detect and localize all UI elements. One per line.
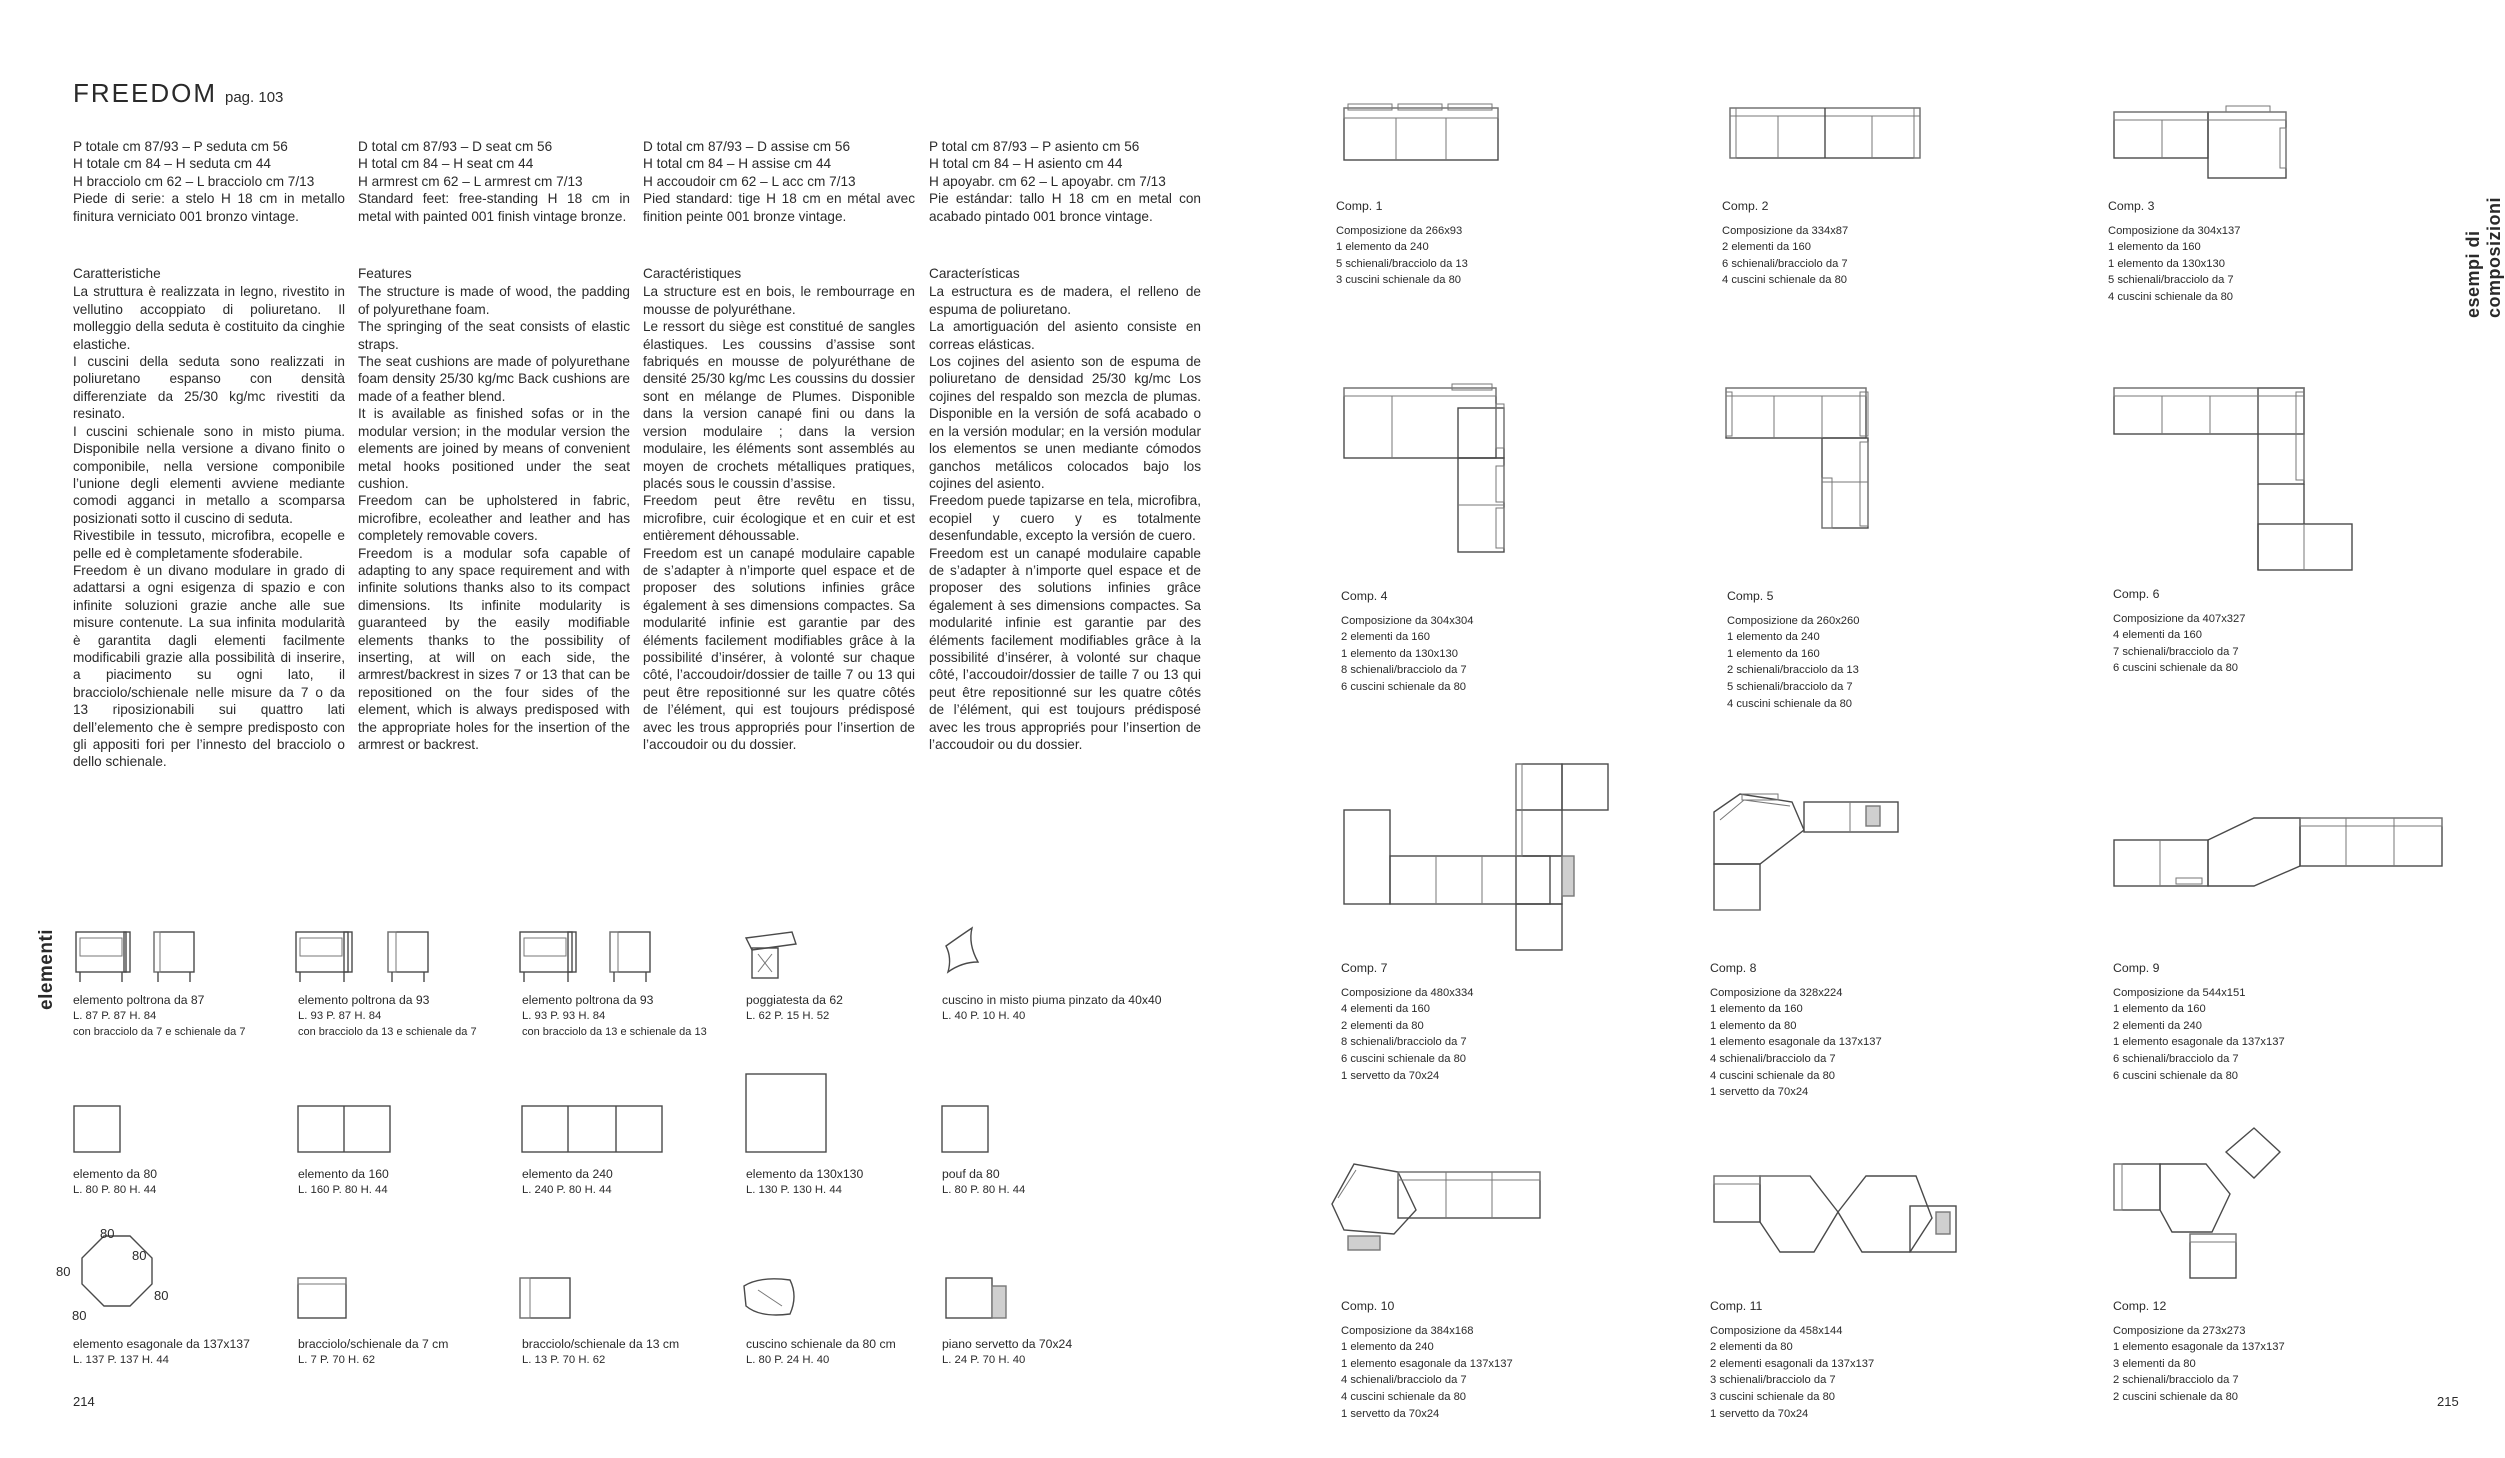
comp-line: 5 schienali/bracciolo da 13: [1336, 257, 1468, 270]
comp-line: 4 cuscini schienale da 80: [1722, 274, 1848, 287]
specs-es: P total cm 87/93 – P asiento cm 56 H total cm 84 – H asiento cm 44 H apoyabr. cm 62 – L apoyabr. cm 7/13 Pie estándar: tallo H 18 cm en metal con acabado pintado 001 bronce vintage.: [929, 139, 1201, 224]
comp-2-caption: [1722, 198, 1848, 289]
section-label-elements: elementi: [36, 928, 57, 1010]
comp-line: 4 elementi da 160: [1341, 1003, 1430, 1016]
comp-line: Composizione da 273x273: [2113, 1324, 2246, 1337]
comp-line: 1 servetto da 70x24: [1341, 1069, 1440, 1082]
comp-10-drawing: [1332, 1164, 1540, 1250]
comp-line: 1 elemento da 130x130: [2108, 257, 2225, 270]
comp-8-drawing: [1714, 794, 1898, 910]
comp-5-drawing: [1726, 388, 1868, 528]
comp-line: Composizione da 384x168: [1341, 1324, 1474, 1337]
comp-line: 8 schienali/bracciolo da 7: [1341, 1036, 1467, 1049]
comp-line: 1 elemento da 240: [1336, 241, 1429, 254]
comp-9-caption: [2113, 960, 2285, 1084]
element-name: elemento poltrona da 87: [73, 993, 205, 1007]
body-it: La struttura è realizzata in legno, rivestito in vellutino accoppiato di poliuretano. Il molleggio della seduta è costituito da cinghie elastiche. I cuscini della seduta sono realizzati in poliuretano espanso con densità differenziate da 25/30 kg/mc rivestiti da resinato. I cuscini schienale sono in misto piuma. Disponibile nella versione a divano finito o componibile, nella versione componibile l’unione degli elementi avviene mediante comodi agganci in metallo a scomparsa posizionati sotto il cuscino di seduta. Rivestibile in tessuto, microfibra, ecopelle e pelle ed è completamente sfoderabile. Freedom è un divano modulare in grado di adattarsi a ogni esigenza di spazio e con infinite soluzioni grazie anche alle sue misure contenute. La sua infinita modularità è garantita dagli elementi facilmente modificabili grazie alla possibilità di inserire, a piacimento su ogni lato, il bracciolo/schienale nelle misure da 7 o da 13 riposizionabili sui quattro lati dell’elemento che è sempre predisposto con gli appositi fori per l’innesto del bracciolo o dello schienale.: [73, 284, 345, 770]
element-dims: L. 13 P. 70 H. 62: [522, 1354, 606, 1366]
comp-4-drawing: [1344, 384, 1504, 552]
comp-line: 1 elemento da 240: [1341, 1341, 1434, 1354]
comp-line: 3 elementi da 80: [2113, 1357, 2196, 1370]
element-name: piano servetto da 70x24: [942, 1337, 1073, 1351]
comp-line: 1 elemento da 160: [2113, 1003, 2206, 1016]
comp-line: 4 cuscini schienale da 80: [1710, 1069, 1836, 1082]
comp-line: 1 elemento da 160: [2108, 241, 2201, 254]
comp-1-drawing: [1344, 104, 1498, 160]
element-name: elemento esagonale da 137x137: [73, 1337, 250, 1351]
comp-label: Comp. 10: [1341, 1299, 1395, 1313]
element-name: poggiatesta da 62: [746, 993, 843, 1007]
comp-11-drawing: [1714, 1176, 1956, 1252]
comp-line: 4 elementi da 160: [2113, 629, 2202, 642]
comp-line: 1 servetto da 70x24: [1710, 1407, 1809, 1420]
element-dims: L. 240 P. 80 H. 44: [522, 1184, 612, 1196]
comp-label: Comp. 9: [2113, 961, 2160, 975]
heading-en: Features: [358, 266, 412, 282]
specs-fr: D total cm 87/93 – D assise cm 56 H total cm 84 – H assise cm 44 H accoudoir cm 62 – L acc cm 7/13 Pied standard: tige H 18 cm en métal avec finition peinte 001 bronze vintage.: [643, 139, 915, 224]
element-name: elemento da 160: [298, 1167, 389, 1181]
element-dims: L. 40 P. 10 H. 40: [942, 1010, 1026, 1022]
comp-line: 2 elementi esagonali da 137x137: [1710, 1357, 1875, 1370]
comp-line: 4 schienali/bracciolo da 7: [1341, 1374, 1467, 1387]
comp-line: 2 schienali/bracciolo da 7: [2113, 1374, 2239, 1387]
comp-6-drawing: [2114, 388, 2352, 570]
comp-line: 1 elemento da 80: [1710, 1019, 1797, 1032]
body-en: The structure is made of wood, the padding of polyurethane foam. The springing of the seat consists of elastic straps. The seat cushions are made of polyurethane foam density 25/30 kg/mc Back cushions are made of a feather blend. It is available as finished sofas or in the modular version; in the modular version the elements are joined by means of convenient metal hooks positioned under the seat cushion. Freedom can be upholstered in fabric, microfibre, ecoleather and leather and has completely removable covers. Freedom is a modular sofa capable of adapting to any space requirement and with infinite solutions thanks also to its compact dimensions. Its infinite modularity is guaranteed by the easily modifiable elements thanks to the possibility of inserting, at will on each side, the armrest/backrest in sizes 7 or 13 that can be repositioned on the four sides of the element, which is always predisposed with the appropriate holes for the insertion of the armrest or backrest.: [358, 284, 630, 752]
comp-12-caption: [2113, 1298, 2285, 1406]
element-dims: L. 7 P. 70 H. 62: [298, 1354, 376, 1366]
element-dims: L. 93 P. 93 H. 84: [522, 1010, 606, 1022]
heading-fr: Caractéristiques: [643, 266, 742, 282]
comp-line: 4 cuscini schienale da 80: [1727, 697, 1853, 710]
comp-line: 1 servetto da 70x24: [1341, 1407, 1440, 1420]
comp-line: 4 cuscini schienale da 80: [1341, 1390, 1467, 1403]
comp-line: 6 cuscini schienale da 80: [2113, 662, 2239, 675]
comp-label: Comp. 12: [2113, 1299, 2167, 1313]
specs-it: P totale cm 87/93 – P seduta cm 56 H totale cm 84 – H seduta cm 44 H bracciolo cm 62 – L bracciolo cm 7/13 Piede di serie: a stelo H 18 cm in metallo finitura verniciato 001 bronzo vintage.: [73, 139, 345, 224]
comp-10-caption: [1341, 1298, 1513, 1422]
comp-6-caption: [2113, 586, 2245, 677]
element-name: bracciolo/schienale da 7 cm: [298, 1337, 449, 1351]
element-dims: L. 62 P. 15 H. 52: [746, 1010, 830, 1022]
comp-line: 4 cuscini schienale da 80: [2108, 290, 2234, 303]
element-note: con bracciolo da 13 e schienale da 7: [298, 1026, 477, 1038]
comp-label: Comp. 11: [1710, 1299, 1763, 1313]
comp-line: 2 elementi da 80: [1341, 1019, 1424, 1032]
page-reference: pag. 103: [225, 89, 284, 106]
comp-line: 2 elementi da 160: [1722, 241, 1811, 254]
comp-line: 1 elemento esagonale da 137x137: [1710, 1036, 1882, 1049]
comp-12-drawing: [2114, 1128, 2280, 1278]
element-dims: L. 24 P. 70 H. 40: [942, 1354, 1026, 1366]
element-dims: L. 80 P. 24 H. 40: [746, 1354, 830, 1366]
comp-label: Comp. 6: [2113, 587, 2160, 601]
comp-line: Composizione da 480x334: [1341, 986, 1474, 999]
comp-label: Comp. 4: [1341, 589, 1388, 603]
comp-5-caption: [1727, 588, 1859, 712]
element-note: con bracciolo da 13 e schienale da 13: [522, 1026, 707, 1038]
comp-line: 8 schienali/bracciolo da 7: [1341, 664, 1467, 677]
element-name: elemento da 80: [73, 1167, 158, 1181]
comp-line: 1 elemento da 130x130: [1341, 647, 1458, 660]
comp-line: Composizione da 328x224: [1710, 986, 1843, 999]
element-note: con bracciolo da 7 e schienale da 7: [73, 1026, 246, 1038]
heading-it: Caratteristiche: [73, 266, 161, 282]
element-name: elemento da 240: [522, 1167, 613, 1181]
element-dims: L. 87 P. 87 H. 84: [73, 1010, 157, 1022]
comp-line: 1 elemento da 160: [1727, 647, 1820, 660]
comp-line: 6 cuscini schienale da 80: [1341, 680, 1467, 693]
title-text: FREEDOM: [73, 78, 217, 108]
comp-line: 4 schienali/bracciolo da 7: [1710, 1052, 1836, 1065]
comp-line: 3 schienali/bracciolo da 7: [1710, 1374, 1836, 1387]
element-name: elemento da 130x130: [746, 1167, 864, 1181]
comp-4-caption: [1341, 588, 1473, 696]
comp-label: Comp. 8: [1710, 961, 1757, 975]
element-name: cuscino in misto piuma pinzato da 40x40: [942, 993, 1162, 1007]
comp-line: 1 servetto da 70x24: [1710, 1086, 1809, 1099]
element-name: elemento poltrona da 93: [298, 993, 430, 1007]
comp-line: Composizione da 260x260: [1727, 614, 1860, 627]
comp-line: Composizione da 458x144: [1710, 1324, 1843, 1337]
comp-line: 2 elementi da 240: [2113, 1019, 2202, 1032]
element-name: pouf da 80: [942, 1167, 1000, 1181]
comp-line: Composizione da 544x151: [2113, 986, 2246, 999]
comp-line: 6 cuscini schienale da 80: [2113, 1069, 2239, 1082]
comp-line: 5 schienali/bracciolo da 7: [1727, 680, 1853, 693]
element-name: elemento poltrona da 93: [522, 993, 654, 1007]
comp-label: Comp. 2: [1722, 199, 1769, 213]
comp-line: 5 schienali/bracciolo da 7: [2108, 274, 2234, 287]
comp-11-caption: [1710, 1298, 1874, 1422]
hex-label-4: 80: [72, 1308, 87, 1323]
element-name: bracciolo/schienale da 13 cm: [522, 1337, 680, 1351]
comp-line: 3 cuscini schienale da 80: [1710, 1390, 1836, 1403]
comp-7-drawing: [1344, 764, 1608, 950]
specs-en: D total cm 87/93 – D seat cm 56 H total cm 84 – H seat cm 44 H armrest cm 62 – L armrest cm 7/13 Standard feet: free-standing H 18 cm in metal with painted 001 finish vintage bronze.: [358, 139, 630, 224]
comp-line: 2 cuscini schienale da 80: [2113, 1390, 2239, 1403]
comp-2-drawing: [1730, 108, 1920, 158]
heading-es: Características: [929, 266, 1020, 282]
comp-1-caption: [1336, 198, 1468, 289]
comp-line: Composizione da 304x304: [1341, 614, 1474, 627]
comp-7-caption: [1341, 960, 1473, 1084]
hex-label-1: 80: [132, 1248, 147, 1263]
comp-line: 2 elementi da 160: [1341, 631, 1430, 644]
element-dims: L. 160 P. 80 H. 44: [298, 1184, 388, 1196]
comp-line: 1 elemento esagonale da 137x137: [2113, 1341, 2285, 1354]
comp-label: Comp. 7: [1341, 961, 1388, 975]
comp-line: 6 schienali/bracciolo da 7: [1722, 257, 1848, 270]
comp-label: Comp. 5: [1727, 589, 1774, 603]
comp-label: Comp. 3: [2108, 199, 2155, 213]
body-fr: La structure est en bois, le rembourrage en mousse de polyuréthane. Le ressort du siège est constitué de sangles élastiques. Les coussins d’assise sont fabriqués en mousse de polyuréthane de densité 25/30 kg/mc Les coussins du dossier sont en mélange de Plumes. Disponible dans la version canapé fini ou dans la version modulaire ; dans la version modulaire, les éléments sont assemblés au moyen de crochets métalliques pratiques, placés sous le coussin d’assise. Freedom peut être revêtu en tissu, microfibre, cuir écologique et en cuir et est entièrement déhoussable. Freedom est un canapé modulaire capable de s’adapter à n’importe quel espace et de proposer des solutions infinies grâce également à ses dimensions compactes. Sa modularité infinie est garantie par des éléments facilement modifiables grâce à la possibilité d’insérer, à volonté sur chaque côté, l’accoudoir/dossier de taille 7 ou 13 qui peut être repositionné sur les quatre côtés de l’élément, qui est toujours prédisposé avec les trous appropriés pour l’insertion de l’accoudoir ou du dossier.: [643, 284, 915, 752]
element-dims: L. 137 P. 137 H. 44: [73, 1354, 169, 1366]
hex-label-3: 80: [56, 1264, 71, 1279]
comp-line: 2 elementi da 80: [1710, 1341, 1793, 1354]
comp-line: Composizione da 266x93: [1336, 224, 1463, 237]
comp-line: 1 elemento esagonale da 137x137: [1341, 1357, 1513, 1370]
body-es: La estructura es de madera, el relleno de espuma de poliuretano. La amortiguación del asiento consiste en correas elásticas. Los cojines del asiento son de espuma de poliuretano de densidad 25/30 kg/mc Los cojines del respaldo son mezcla de plumas. Disponible en la versión de sofá acabado o en la versión modular; en la versión modular los elementos se unen mediante cómodos ganchos metálicos colocados bajo los cojines del asiento. Freedom puede tapizarse en tela, microfibra, ecopiel y cuero y es totalmente desenfundable, excepto la versión de cuero. Freedom est un canapé modulaire capable de s’adapter à n’importe quel espace et de proposer des solutions infinies grâce également à ses dimensions compactes. Sa modularité infinie est garantie par des éléments facilement modifiables grâce à la possibilité d’insérer, à volonté sur chaque côté, l’accoudoir/dossier de taille 7 ou 13 qui peut être repositionné sur les quatre côtés de l’élément, qui est toujours prédisposé avec les trous appropriés pour l’insertion de l’accoudoir ou du dossier.: [929, 284, 1201, 752]
comp-line: 2 schienali/bracciolo da 13: [1727, 664, 1859, 677]
section-label-compositions: esempi di composizioni: [2463, 196, 2504, 318]
comp-line: 7 schienali/bracciolo da 7: [2113, 645, 2239, 658]
comp-line: Composizione da 334x87: [1722, 224, 1849, 237]
comp-line: 1 elemento da 160: [1710, 1003, 1803, 1016]
comp-line: Composizione da 304x137: [2108, 224, 2241, 237]
page-number-left: 214: [73, 1394, 95, 1409]
comp-line: 6 cuscini schienale da 80: [1341, 1052, 1467, 1065]
element-name: cuscino schienale da 80 cm: [746, 1337, 896, 1351]
element-dims: L. 80 P. 80 H. 44: [942, 1184, 1026, 1196]
page-number-right: 215: [2437, 1394, 2459, 1409]
comp-3-caption: [2108, 198, 2240, 306]
element-dims: L. 80 P. 80 H. 44: [73, 1184, 157, 1196]
hex-label-2: 80: [154, 1288, 169, 1303]
comp-line: Composizione da 407x327: [2113, 612, 2246, 625]
comp-label: Comp. 1: [1336, 199, 1383, 213]
comp-line: 1 elemento da 240: [1727, 631, 1820, 644]
comp-line: 3 cuscini schienale da 80: [1336, 274, 1462, 287]
comp-3-drawing: [2114, 106, 2286, 178]
comp-8-caption: [1710, 960, 1882, 1101]
comp-line: 6 schienali/bracciolo da 7: [2113, 1052, 2239, 1065]
hex-label-5: 80: [100, 1226, 115, 1241]
comp-9-drawing: [2114, 818, 2442, 886]
element-dims: L. 130 P. 130 H. 44: [746, 1184, 842, 1196]
comp-line: 1 elemento esagonale da 137x137: [2113, 1036, 2285, 1049]
element-dims: L. 93 P. 87 H. 84: [298, 1010, 382, 1022]
